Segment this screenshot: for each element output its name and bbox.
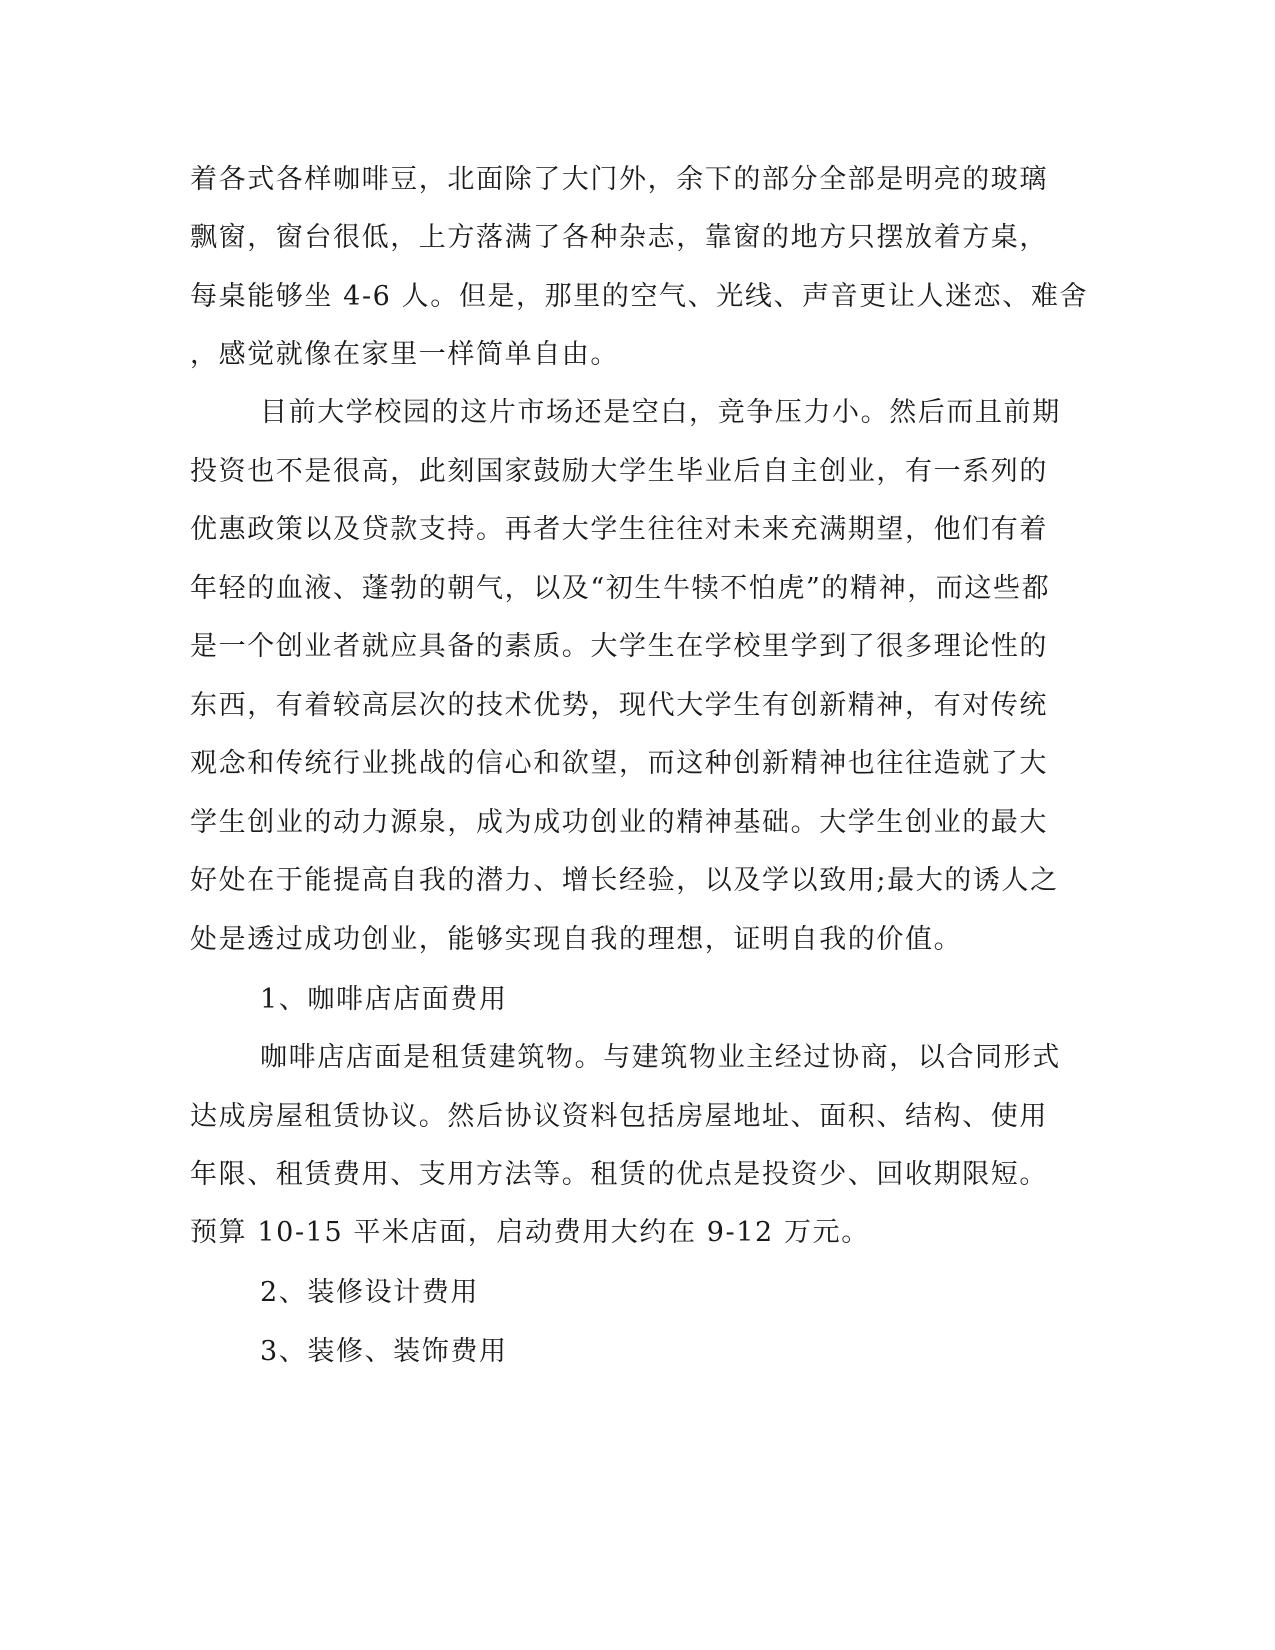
- text-line: 观念和传统行业挑战的信心和欲望，而这种创新精神也往往造就了大: [190, 748, 1048, 779]
- text-line: 好处在于能提高自我的潜力、增长经验，以及学以致用;最大的诱人之: [190, 865, 1059, 896]
- section-heading: 1、咖啡店店面费用: [260, 984, 508, 1015]
- text-line: 是一个创业者就应具备的素质。大学生在学校里学到了很多理论性的: [190, 631, 1048, 662]
- text-line: 目前大学校园的这片市场还是空白，竞争压力小。然后而且前期: [260, 397, 1061, 428]
- section-heading: 3、装修、装饰费用: [260, 1336, 508, 1367]
- text-line: 飘窗，窗台很低，上方落满了各种杂志，靠窗的地方只摆放着方桌，: [190, 222, 1048, 253]
- text-line: 着各式各样咖啡豆，北面除了大门外，余下的部分全部是明亮的玻璃: [190, 164, 1048, 195]
- text-line: 预算 10-15 平米店面，启动费用大约在 9-12 万元。: [190, 1217, 870, 1248]
- text-line: 年限、租赁费用、支用方法等。租赁的优点是投资少、回收期限短。: [190, 1159, 1048, 1190]
- text-line: 达成房屋租赁协议。然后协议资料包括房屋地址、面积、结构、使用: [190, 1101, 1048, 1132]
- text-line: 每桌能够坐 4-6 人。但是，那里的空气、光线、声音更让人迷恋、难舍: [190, 281, 1089, 312]
- text-line: 东西，有着较高层次的技术优势，现代大学生有创新精神，有对传统: [190, 690, 1048, 721]
- text-line: 处是透过成功创业，能够实现自我的理想，证明自我的价值。: [190, 924, 963, 955]
- text-line: 优惠政策以及贷款支持。再者大学生往往对未来充满期望，他们有着: [190, 514, 1048, 545]
- text-line: ，感觉就像在家里一样简单自由。: [190, 339, 619, 370]
- section-heading: 2、装修设计费用: [260, 1277, 479, 1308]
- text-line: 学生创业的动力源泉，成为成功创业的精神基础。大学生创业的最大: [190, 807, 1048, 838]
- text-line: 年轻的血液、蓬勃的朝气，以及“初生牛犊不怕虎”的精神，而这些都: [190, 573, 1051, 604]
- text-line: 投资也不是很高，此刻国家鼓励大学生毕业后自主创业，有一系列的: [190, 456, 1048, 487]
- text-line: 咖啡店店面是租赁建筑物。与建筑物业主经过协商，以合同形式: [260, 1042, 1061, 1073]
